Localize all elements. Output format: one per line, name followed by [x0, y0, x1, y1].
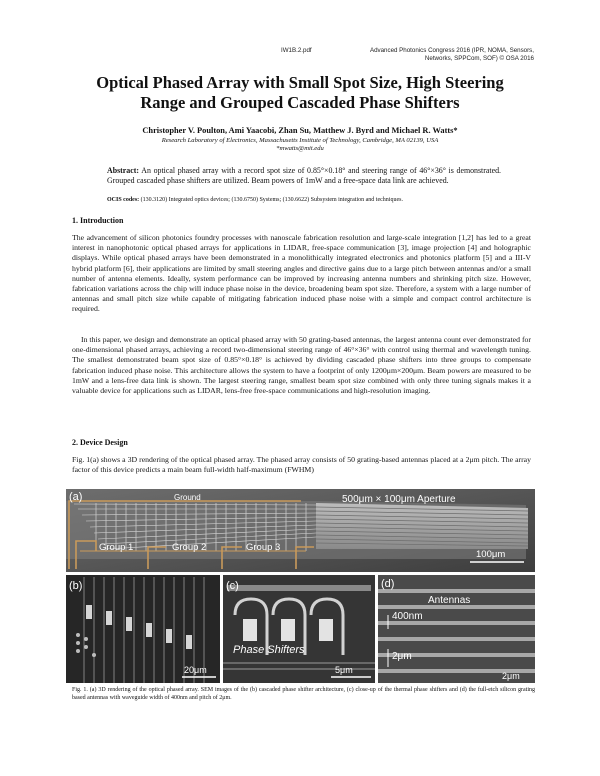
panel-b-label: (b) — [69, 580, 83, 592]
paper-title — [60, 73, 540, 113]
panel-d-label: (d) — [381, 578, 395, 590]
scale-bar-d-label: 2μm — [502, 671, 520, 681]
abstract — [107, 166, 501, 185]
panel-c-label: (c) — [226, 580, 239, 592]
figure-panel-a — [66, 489, 535, 572]
group-2-label: Group 2 — [172, 542, 207, 553]
phase-shifters-label: Phase Shifters — [233, 644, 305, 656]
figure-panel-b — [66, 575, 220, 683]
ocis-codes — [107, 197, 501, 204]
affiliation: Research Laboratory of Electronics, Massachusetts Institute of Technology, Cambridge, MA 02139, USA — [161, 137, 439, 144]
sem-image-d — [378, 575, 535, 683]
document-id: IW1B.2.pdf — [281, 47, 312, 54]
scale-bar-c-label: 5μm — [335, 665, 353, 675]
author-list: Christopher V. Poulton, Ami Yaacobi, Zhan Su, Matthew J. Byrd and Michael R. Watts* — [142, 126, 458, 135]
device-design-paragraph: Fig. 1(a) shows a 3D rendering of the optical phased array. The phased array consists of 50 grating-based antennas placed at a 2μm pitch. The array factor of this device predicts a main beam full-width half-maximum (FWHM) — [72, 455, 531, 475]
conference-line-1: Advanced Photonics Congress 2016 (IPR, NOMA, Sensors, — [369, 47, 534, 54]
abstract-label: Abstract: — [107, 166, 139, 175]
group-3-label: Group 3 — [246, 542, 281, 553]
sem-image-b — [66, 575, 220, 683]
sem-image-c — [223, 575, 375, 683]
section-heading-introduction: 1. Introduction — [72, 216, 124, 225]
ground-label: Ground — [174, 493, 201, 502]
email: *mwatts@mit.edu — [276, 145, 324, 152]
aperture-label: 500μm × 100μm Aperture — [342, 494, 456, 505]
rendering-3d — [66, 489, 535, 572]
figure-1 — [66, 489, 535, 683]
conference-header — [362, 47, 534, 62]
panel-a-label: (a) — [69, 491, 83, 503]
antennas-label: Antennas — [428, 595, 471, 606]
scale-bar-a-label: 100μm — [476, 549, 506, 560]
figure-panel-c — [223, 575, 375, 683]
abstract-text: An optical phased array with a record spot size of 0.85°×0.18° and steering range of 46°×36° is demonstrated. Grouped cascaded phase shifters are utilized. Beam powers of 1mW and a free-space data link are achieved. — [107, 166, 501, 185]
section-heading-device-design: 2. Device Design — [72, 438, 128, 447]
scale-bar-b-label: 20μm — [184, 665, 207, 675]
pitch-label: 2μm — [392, 651, 412, 662]
figure-panel-d — [378, 575, 535, 683]
title-line-1: Optical Phased Array with Small Spot Size, High Steering — [96, 73, 504, 92]
introduction-paragraph-2: In this paper, we design and demonstrate an optical phased array with 50 grating-based antennas, the largest antenna count ever demonstrated for one-dimensional phased arrays, achieving a record two-dimensional steering range of 46°×36° with control using thermal and wavelength tuning. The smallest demonstrated beam spot size of 0.85°×0.18° is achieved by dividing cascaded phase shifters into three groups to compensate fabrication induced phase noise. This architecture allows the system to have a footprint of only 1200μm×200μm. Beam powers are measured to be 1mW and a lens-free data link is shown. The largest steering range, smallest beam spot size combined with only three tuning signals makes it a valuable device for applications such as LIDAR, lens-free free-space communications and high-resolution imaging. — [72, 335, 531, 396]
affiliation-block — [60, 137, 540, 153]
waveguide-width-label: 400nm — [392, 611, 423, 622]
ocis-label: OCIS codes: — [107, 197, 140, 203]
ocis-text: (130.3120) Integrated optics devices; (130.6750) Systems; (130.6622) Subsystem integration and techniques. — [139, 197, 403, 203]
figure-1-caption: Fig. 1. (a) 3D rendering of the optical phased array. SEM images of the (b) cascaded phase shifter architecture, (c) close-up of the thermal phase shifters and (d) the full-etch silicon grating based antennas with waveguide width of 400nm and pitch of 2μm. — [72, 687, 535, 701]
group-1-label: Group 1 — [99, 542, 134, 553]
conference-line-2: Networks, SPPCom, SOF) © OSA 2016 — [424, 54, 534, 62]
title-line-2: Range and Grouped Cascaded Phase Shifters — [140, 93, 460, 112]
introduction-paragraph-1: The advancement of silicon photonics foundry processes with nanoscale fabrication resolution and large-scale integration [1,2] has led to a great interest in nanophotonic optical phased arrays for applications in LIDAR, free-space communication [3], image projection [4] and holographic displays. While optical phased arrays have been demonstrated in a monolithically integrated electronics and photonics platform [5] and a III-V hybrid platform [6], their applications are limited by small steering angles and directive gains due to a large pitch between antennas and/or a small number of antenna elements. Ideally, system performance can be improved by increasing antenna numbers and shrinking pitch size. However, fabrication variations across the chip will induce phase noise in the device, broadening beam spot size. Therefore, a system with a large number of antennas and small pitch size while capable of mitigating fabrication induced phase noise with a simple and compact control architecture is required. — [72, 233, 531, 314]
